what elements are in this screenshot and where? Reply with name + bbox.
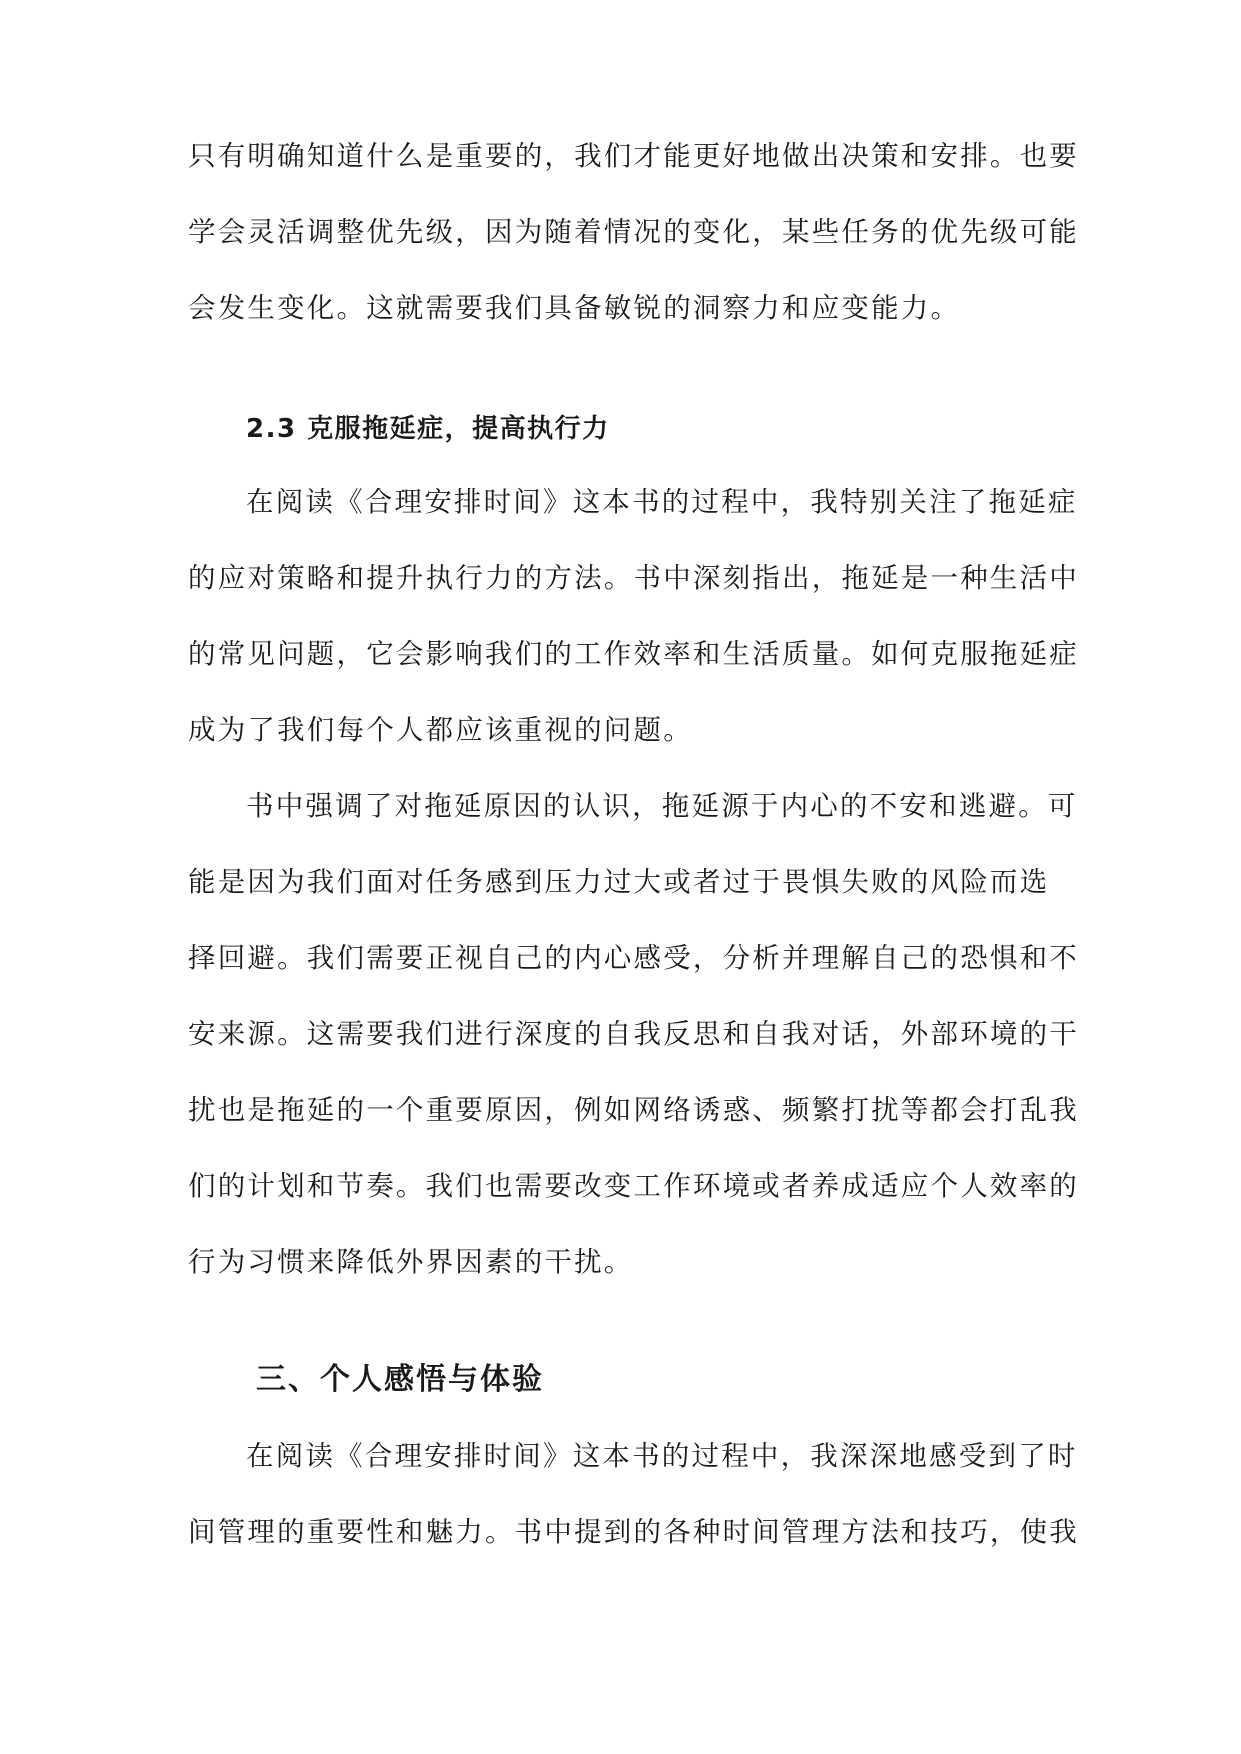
body-text-line: 的应对策略和提升执行力的方法。书中深刻指出，拖延是一种生活中 (188, 562, 1079, 594)
body-text-line: 只有明确知道什么是重要的，我们才能更好地做出决策和安排。也要 (188, 140, 1079, 172)
body-text-line: 行为习惯来降低外界因素的干扰。 (188, 1246, 634, 1278)
body-text-line: 间管理的重要性和魅力。书中提到的各种时间管理方法和技巧，使我 (188, 1516, 1079, 1548)
body-text-line: 择回避。我们需要正视自己的内心感受，分析并理解自己的恐惧和不 (188, 942, 1079, 974)
body-text-line: 成为了我们每个人都应该重视的问题。 (188, 714, 693, 746)
body-text-line: 会发生变化。这就需要我们具备敏锐的洞察力和应变能力。 (188, 292, 961, 324)
body-text-line: 们的计划和节奏。我们也需要改变工作环境或者养成适应个人效率的 (188, 1170, 1079, 1202)
body-text-line: 学会灵活调整优先级，因为随着情况的变化，某些任务的优先级可能 (188, 216, 1079, 248)
body-text-line: 安来源。这需要我们进行深度的自我反思和自我对话，外部环境的干 (188, 1018, 1079, 1050)
body-text-line: 书中强调了对拖延原因的认识，拖延源于内心的不安和逃避。可 (246, 790, 1078, 822)
body-text-line: 扰也是拖延的一个重要原因，例如网络诱惑、频繁打扰等都会打乱我 (188, 1094, 1079, 1126)
section-heading-3: 三、个人感悟与体验 (256, 1362, 544, 1397)
body-text-line: 在阅读《合理安排时间》这本书的过程中，我特别关注了拖延症 (246, 486, 1078, 518)
body-text-line: 在阅读《合理安排时间》这本书的过程中，我深深地感受到了时 (246, 1440, 1078, 1472)
body-text-line: 能是因为我们面对任务感到压力过大或者过于畏惧失败的风险而选 (188, 866, 1050, 898)
body-text-line: 的常见问题，它会影响我们的工作效率和生活质量。如何克服拖延症 (188, 638, 1079, 670)
section-heading-2-3: 2.3 克服拖延症，提高执行力 (246, 414, 610, 444)
